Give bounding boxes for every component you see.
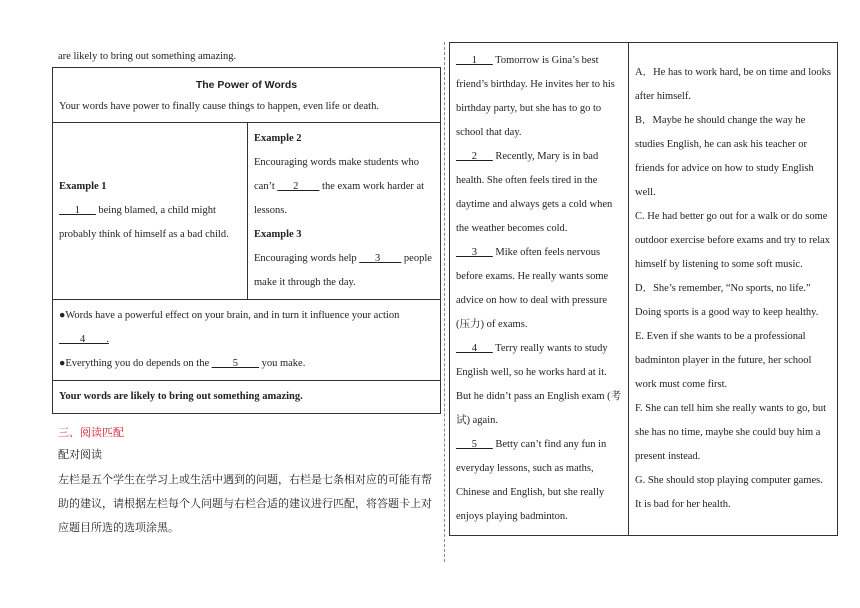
- answer-blank-4[interactable]: ___4___: [456, 343, 493, 354]
- matching-table: [449, 42, 838, 536]
- section-instructions: 左栏是五个学生在学习上或生活中遇到的问题，右栏是七条相对应的可能有帮助的建议，请根据左栏每个人问题与右栏合适的建议进行匹配，将答题卡上对应题目所选的选项涂黑。: [58, 474, 432, 534]
- option-d: D．She’s remember, “No sports, no life.” Doing sports is a good way to keep healthy.: [635, 283, 819, 318]
- table-title: The Power of Words: [195, 79, 298, 91]
- option-a: A．He has to work hard, be on time and looks after himself.: [635, 67, 831, 102]
- table-description: Your words have power to finally cause things to happen, even life or death.: [59, 101, 379, 112]
- answer-blank-5[interactable]: ___5___: [456, 439, 493, 450]
- example1-text: ___1___ being blamed, a child might probably think of himself as a bad child.: [59, 205, 229, 240]
- option-g: G. She should stop playing computer games. It is bad for her health.: [635, 475, 823, 510]
- example2-heading: Example 2: [254, 133, 302, 144]
- example1-cell: [53, 123, 248, 300]
- conclusion-cell: Your words are likely to bring out something amazing.: [53, 381, 441, 414]
- section-subheading: 配对阅读: [58, 449, 102, 461]
- bullet-1: ●Words have a powerful effect on your brain, and in turn it influence your action ____4____.: [59, 310, 400, 345]
- option-f: F. She can tell him she really wants to go, but she has no time, maybe she could buy him a present instead.: [635, 403, 827, 462]
- answer-blank-2[interactable]: ___2___: [456, 151, 493, 162]
- section-heading: 三、阅读匹配: [58, 427, 124, 439]
- bullet-2: ●Everything you do depends on the ____5____ you make.: [59, 358, 306, 369]
- blank-3[interactable]: ___3____: [359, 253, 402, 264]
- bullets-cell: [53, 300, 441, 381]
- example2-text: Encouraging words make students who can’t ___2____ the exam work harder at lessons.: [254, 157, 425, 216]
- blank-1[interactable]: ___1___: [59, 205, 96, 216]
- problem-5: ___5___ Betty can’t find any fun in everyday lessons, such as maths, Chinese and English, but she really enjoys playing badminton.: [456, 439, 607, 522]
- problem-4: ___4___ Terry really wants to study English well, so he works hard at it. But he didn’t pass an English exam (考试) again.: [456, 343, 622, 426]
- option-c: C. He had better go out for a walk or do some outdoor exercise before exams and try to relax himself by listening to some soft music.: [635, 211, 831, 270]
- option-e: E. Even if she wants to be a professional badminton player in the future, her school work must come first.: [635, 331, 812, 390]
- option-b: B．Maybe he should change the way he studies English, he can ask his teacher or friends for advice on how to study English well.: [635, 115, 814, 198]
- blank-2[interactable]: ___2____: [277, 181, 320, 192]
- power-of-words-table: [52, 67, 441, 414]
- problem-2: ___2___ Recently, Mary is in bad health. She often feels tired in the daytime and always gets a cold when the weather becomes cold.: [456, 151, 613, 234]
- column-divider: [444, 42, 445, 562]
- problems-column: [450, 43, 629, 536]
- answer-blank-1[interactable]: ___1___: [456, 55, 493, 66]
- example2-3-cell: [248, 123, 441, 300]
- example3-text: Encouraging words help ___3____ people make it through the day.: [254, 253, 432, 288]
- blank-4[interactable]: ____4____.: [59, 334, 109, 345]
- blank-5[interactable]: ____5____: [211, 358, 259, 369]
- intro-line: are likely to bring out something amazing.: [58, 51, 237, 62]
- answer-blank-3[interactable]: ___3___: [456, 247, 493, 258]
- options-column: [629, 43, 838, 536]
- problem-1: ___1___ Tomorrow is Gina’s best friend’s birthday. He invites her to his birthday party, but she has to go to school that day.: [456, 55, 615, 138]
- problem-3: ___3___ Mike often feels nervous before exams. He really wants some advice on how to deal with pressure (压力) of exams.: [456, 247, 609, 330]
- example1-heading: Example 1: [59, 181, 107, 192]
- example3-heading: Example 3: [254, 229, 302, 240]
- title-cell: [53, 68, 441, 123]
